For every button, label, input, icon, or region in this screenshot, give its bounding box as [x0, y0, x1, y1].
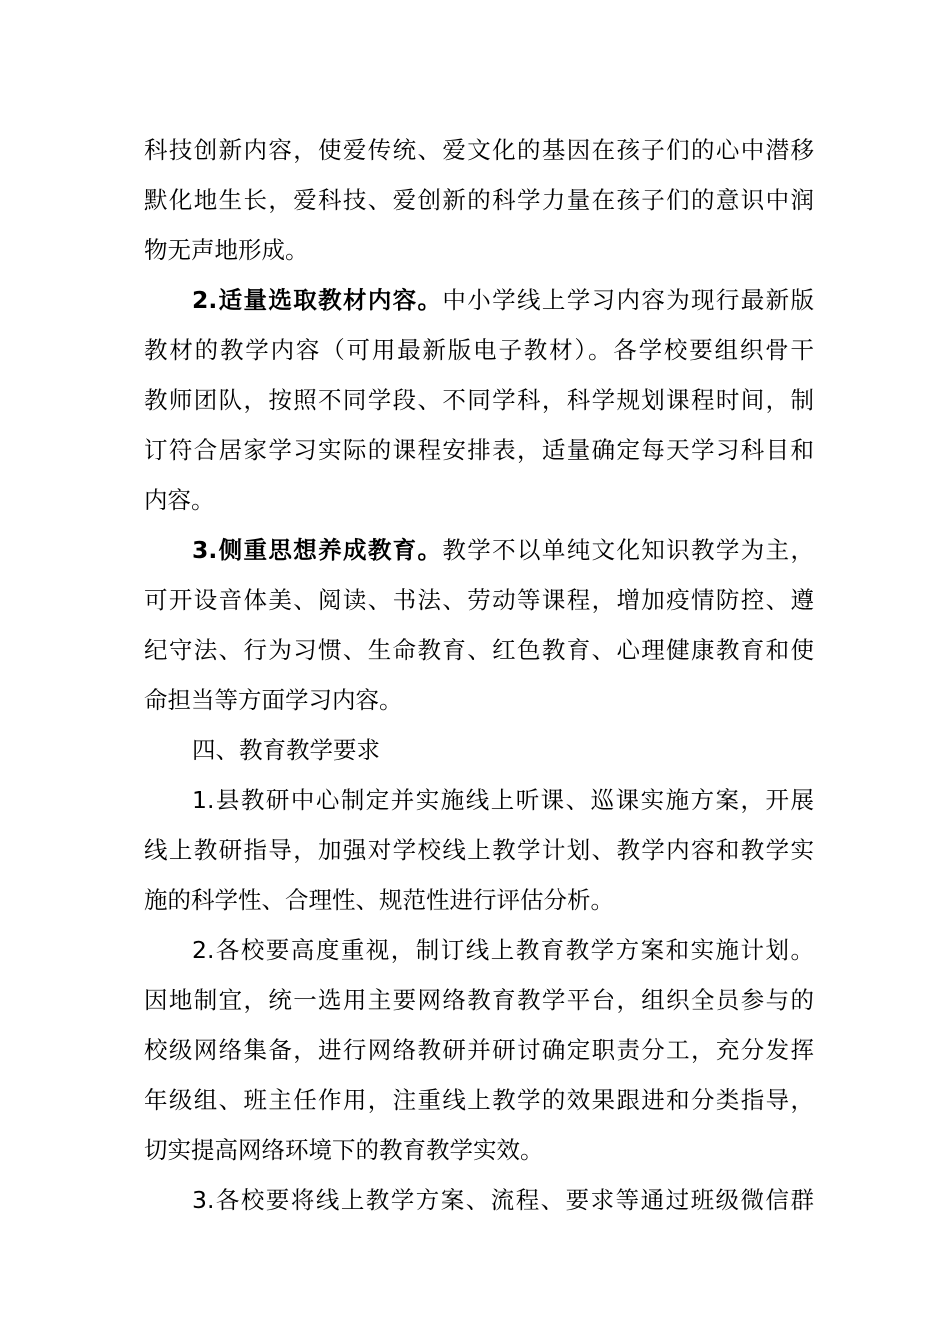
section-heading-3: 3.侧重思想养成教育。	[192, 536, 443, 564]
text-line-2	[144, 183, 814, 217]
line-text: 四、教育教学要求	[192, 736, 380, 764]
text-line-7	[144, 433, 814, 467]
text-line-3	[144, 233, 814, 267]
text-line-4	[192, 283, 814, 317]
line-text: 中小学线上学习内容为现行最新版	[442, 286, 815, 314]
text-line-11	[144, 633, 814, 667]
text-line-18	[144, 983, 814, 1017]
text-line-1	[144, 133, 814, 167]
line-text: 2.各校要高度重视，制订线上教育教学方案和实施计划。	[192, 936, 814, 964]
line-text: 因地制宜，统一选用主要网络教育教学平台，组织全员参与的	[144, 986, 814, 1014]
line-text: 纪守法、行为习惯、生命教育、红色教育、心理健康教育和使	[144, 636, 814, 664]
text-line-5	[144, 333, 814, 367]
section-heading-2: 2.适量选取教材内容。	[192, 286, 443, 314]
text-line-8	[144, 483, 814, 517]
line-text: 默化地生长，爱科技、爱创新的科学力量在孩子们的意识中润	[144, 186, 814, 214]
line-text: 施的科学性、合理性、规范性进行评估分析。	[144, 886, 614, 914]
text-line-17	[192, 933, 814, 967]
line-text: 年级组、班主任作用，注重线上教学的效果跟进和分类指导，	[144, 1086, 814, 1114]
text-line-6	[144, 383, 814, 417]
section-title-4	[192, 733, 814, 767]
line-text: 3.各校要将线上教学方案、流程、要求等通过班级微信群	[192, 1186, 814, 1214]
text-line-12	[144, 683, 814, 717]
line-text: 切实提高网络环境下的教育教学实效。	[144, 1136, 544, 1164]
text-line-22	[192, 1183, 814, 1217]
line-text: 订符合居家学习实际的课程安排表，适量确定每天学习科目和	[144, 436, 814, 464]
line-text: 可开设音体美、阅读、书法、劳动等课程，增加疫情防控、遵	[144, 586, 814, 614]
text-line-15	[144, 833, 814, 867]
line-text: 教学不以单纯文化知识教学为主，	[442, 536, 815, 564]
text-line-14	[192, 783, 814, 817]
text-line-10	[144, 583, 814, 617]
line-text: 内容。	[144, 486, 215, 514]
text-line-20	[144, 1083, 814, 1117]
text-line-16	[144, 883, 814, 917]
line-text: 教师团队，按照不同学段、不同学科，科学规划课程时间，制	[144, 386, 814, 414]
line-text: 物无声地形成。	[144, 236, 309, 264]
text-line-21	[144, 1133, 814, 1167]
text-line-9	[192, 533, 814, 567]
line-text: 科技创新内容，使爱传统、爱文化的基因在孩子们的心中潜移	[144, 136, 814, 164]
line-text: 线上教研指导，加强对学校线上教学计划、教学内容和教学实	[144, 836, 814, 864]
line-text: 命担当等方面学习内容。	[144, 686, 403, 714]
text-line-19	[144, 1033, 814, 1067]
line-text: 校级网络集备，进行网络教研并研讨确定职责分工，充分发挥	[144, 1036, 814, 1064]
line-text: 教材的教学内容（可用最新版电子教材）。各学校要组织骨干	[144, 336, 814, 364]
line-text: 1.县教研中心制定并实施线上听课、巡课实施方案，开展	[192, 786, 814, 814]
